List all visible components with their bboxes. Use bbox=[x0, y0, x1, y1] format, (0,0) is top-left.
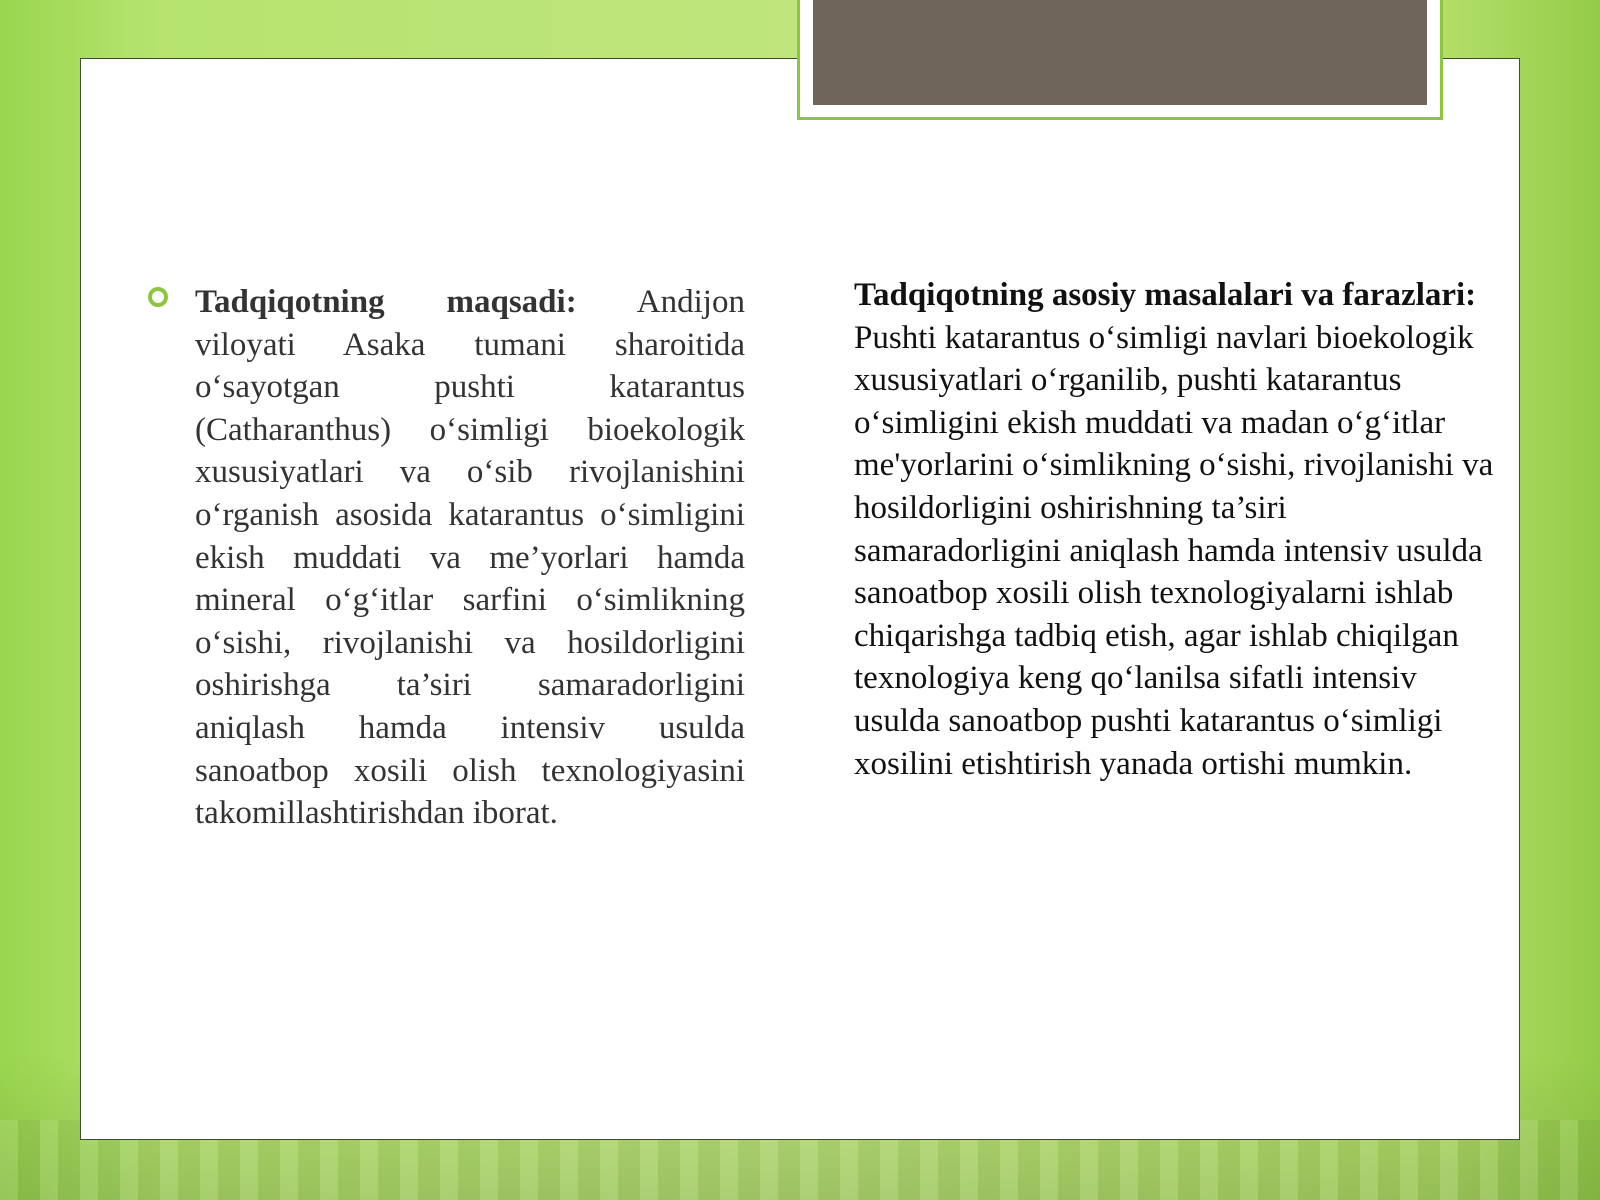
left-heading: Tadqiqotning maqsadi: bbox=[195, 284, 577, 320]
right-body: Pushti katarantus o‘simligi navlari bioekologik xususiyatlari o‘rganilib, pushti katarantus o‘simligini ekish muddati va madan o‘g‘itlar me'yorlarini o‘simlikning o‘sishi, rivojlanishi va hosildorligini oshirishning ta’siri samaradorligini aniqlash hamda intensiv usulda sanoatbop xosili olish texnologiyalarni ishlab chiqarishga tadbiq etish, agar ishlab chiqilgan texnologiya keng qo‘lanilsa sifatli intensiv usulda sanoatbop pushti katarantus o‘simligi xosilini etishtirish yanada ortishi mumkin. bbox=[854, 319, 1494, 782]
left-text-column bbox=[195, 281, 745, 835]
circle-bullet-icon bbox=[148, 287, 168, 307]
title-placeholder-box bbox=[813, 0, 1427, 105]
right-heading: Tadqiqotning asosiy masalalari va farazlari: bbox=[854, 277, 1477, 313]
left-body: Andijon viloyati Asaka tumani sharoitida o‘sayotgan pushti katarantus (Catharanthus) o‘simligi bioekologik xususiyatlari va o‘sib rivojlanishini o‘rganish asosida katarantus o‘simligini ekish muddati va me’yorlari hamda mineral o‘g‘itlar sarfini o‘simlikning o‘sishi, rivojlanishi va hosildorligini oshirishga ta’siri samaradorligini aniqlash hamda intensiv usulda sanoatbop xosili olish texnologiyasini takomillashtirishdan iborat. bbox=[195, 284, 745, 832]
right-text-column bbox=[854, 274, 1494, 785]
